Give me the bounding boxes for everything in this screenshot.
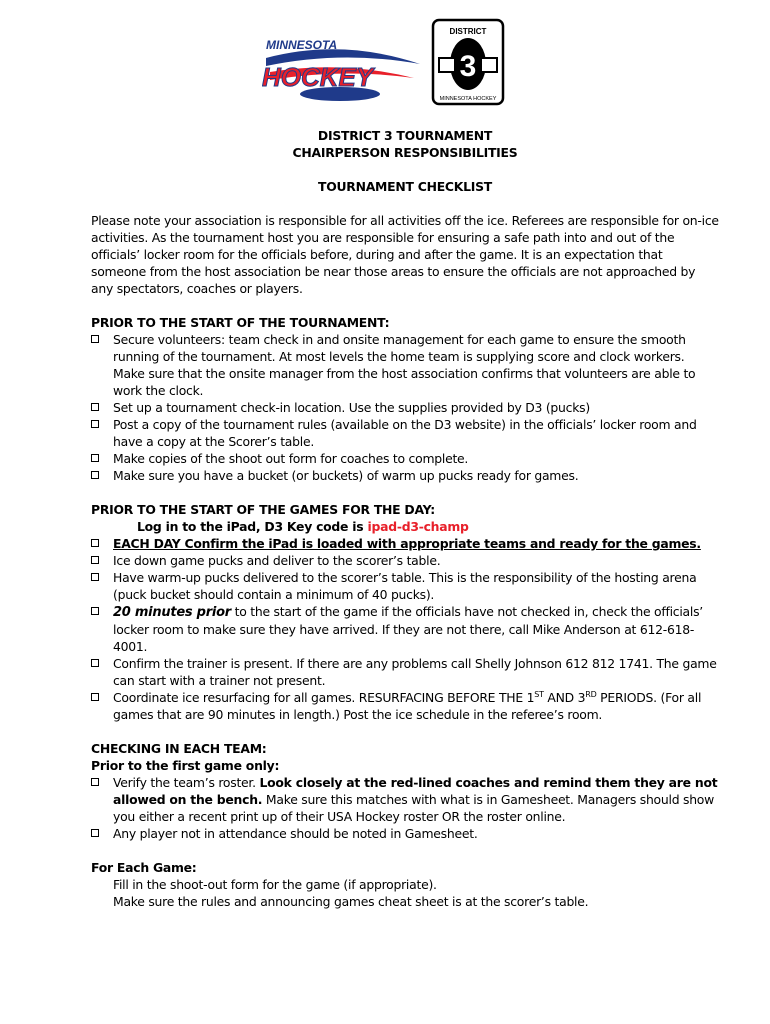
checklist-document: [91, 127, 719, 910]
each-game-heading: For Each Game:: [91, 860, 197, 875]
checkbox-icon[interactable]: [91, 573, 99, 581]
checkbox-icon[interactable]: [91, 539, 99, 547]
checklist-item: Set up a tournament check-in location. Use the supplies provided by D3 (pucks): [91, 399, 719, 416]
checkbox-icon[interactable]: [91, 335, 99, 343]
checklist-item: Coordinate ice resurfacing for all games. RESURFACING BEFORE THE 1ST AND 3RD PERIODS. (For all games that are 90 minutes in length.) Post the ice schedule in the referee’s room.: [91, 689, 719, 723]
ipad-login-line: Log in to the iPad, D3 Key code is ipad-d3-champ: [137, 519, 469, 534]
checkbox-icon[interactable]: [91, 829, 99, 837]
checkbox-icon[interactable]: [91, 471, 99, 479]
svg-text:3: 3: [459, 50, 477, 83]
checkbox-icon[interactable]: [91, 778, 99, 786]
svg-text:HOCKEY: HOCKEY: [262, 62, 374, 92]
ipad-key-code: ipad-d3-champ: [367, 519, 469, 534]
checking-list: [91, 774, 719, 842]
checkbox-icon[interactable]: [91, 454, 99, 462]
prior-games-list: [91, 535, 719, 723]
checkbox-icon[interactable]: [91, 659, 99, 667]
minnesota-hockey-logo: [262, 38, 422, 116]
svg-text:DISTRICT: DISTRICT: [449, 27, 487, 36]
checkbox-icon[interactable]: [91, 403, 99, 411]
checklist-item: Make sure you have a bucket (or buckets) of warm up pucks ready for games.: [91, 467, 719, 484]
svg-text:MINNESOTA: MINNESOTA: [266, 38, 338, 52]
document-title: DISTRICT 3 TOURNAMENT: [317, 128, 493, 143]
each-game-line: Fill in the shoot-out form for the game (if appropriate).: [113, 877, 437, 892]
checkbox-icon[interactable]: [91, 607, 99, 615]
prior-games-heading: PRIOR TO THE START OF THE GAMES FOR THE DAY:: [91, 502, 435, 517]
checklist-item: Make copies of the shoot out form for coaches to complete.: [91, 450, 719, 467]
logo-bar: [0, 18, 770, 108]
checklist-item: Confirm the trainer is present. If there are any problems call Shelly Johnson 612 812 1741. The game can start with a trainer not present.: [91, 655, 719, 689]
checklist-item: Verify the team’s roster. Look closely at the red-lined coaches and remind them they are not allowed on the bench. Make sure this matches with what is in Gamesheet. Managers should show you either a recent print up of their USA Hockey roster OR the roster online.: [91, 774, 719, 825]
each-game-line: Make sure the rules and announcing games cheat sheet is at the scorer’s table.: [113, 894, 589, 909]
checklist-title: TOURNAMENT CHECKLIST: [318, 179, 492, 194]
intro-paragraph: Please note your association is responsible for all activities off the ice. Referees are responsible for on-ice activities. As the tournament host you are responsible for ensuring a safe path into and out of the officials’ locker room for the officials before, during and after the game. It is an expectation that someone from the host association be near those areas to ensure the officials are not approached by any spectators, coaches or players.: [91, 213, 719, 296]
checklist-item: 20 minutes prior to the start of the game if the officials have not checked in, check the officials’ locker room to make sure they have arrived. If they are not there, call Mike Anderson at 612-618-4001.: [91, 603, 719, 655]
checklist-item: Any player not in attendance should be noted in Gamesheet.: [91, 825, 719, 842]
checklist-item: Have warm-up pucks delivered to the scorer’s table. This is the responsibility of the hosting arena (puck bucket should contain a minimum of 40 pucks).: [91, 569, 719, 603]
svg-text:MINNESOTA HOCKEY: MINNESOTA HOCKEY: [439, 96, 497, 102]
checkbox-icon[interactable]: [91, 556, 99, 564]
checklist-item: Secure volunteers: team check in and onsite management for each game to ensure the smooth running of the tournament. At most levels the home team is supplying score and clock workers. Make sure that the onsite manager from the host association confirms that volunteers are able to work the clock.: [91, 331, 719, 399]
document-subtitle: CHAIRPERSON RESPONSIBILITIES: [292, 145, 518, 160]
checking-heading: CHECKING IN EACH TEAM:: [91, 741, 267, 756]
checklist-item: Ice down game pucks and deliver to the scorer’s table.: [91, 552, 719, 569]
prior-tournament-heading: PRIOR TO THE START OF THE TOURNAMENT:: [91, 315, 390, 330]
checkbox-icon[interactable]: [91, 693, 99, 701]
prior-tournament-list: [91, 331, 719, 484]
checkbox-icon[interactable]: [91, 420, 99, 428]
checklist-item: Post a copy of the tournament rules (available on the D3 website) in the officials’ locker room and have a copy at the Scorer’s table.: [91, 416, 719, 450]
district-3-logo: [431, 18, 505, 106]
checking-subheading: Prior to the first game only:: [91, 758, 280, 773]
checklist-item: EACH DAY Confirm the iPad is loaded with appropriate teams and ready for the games.: [91, 535, 719, 552]
